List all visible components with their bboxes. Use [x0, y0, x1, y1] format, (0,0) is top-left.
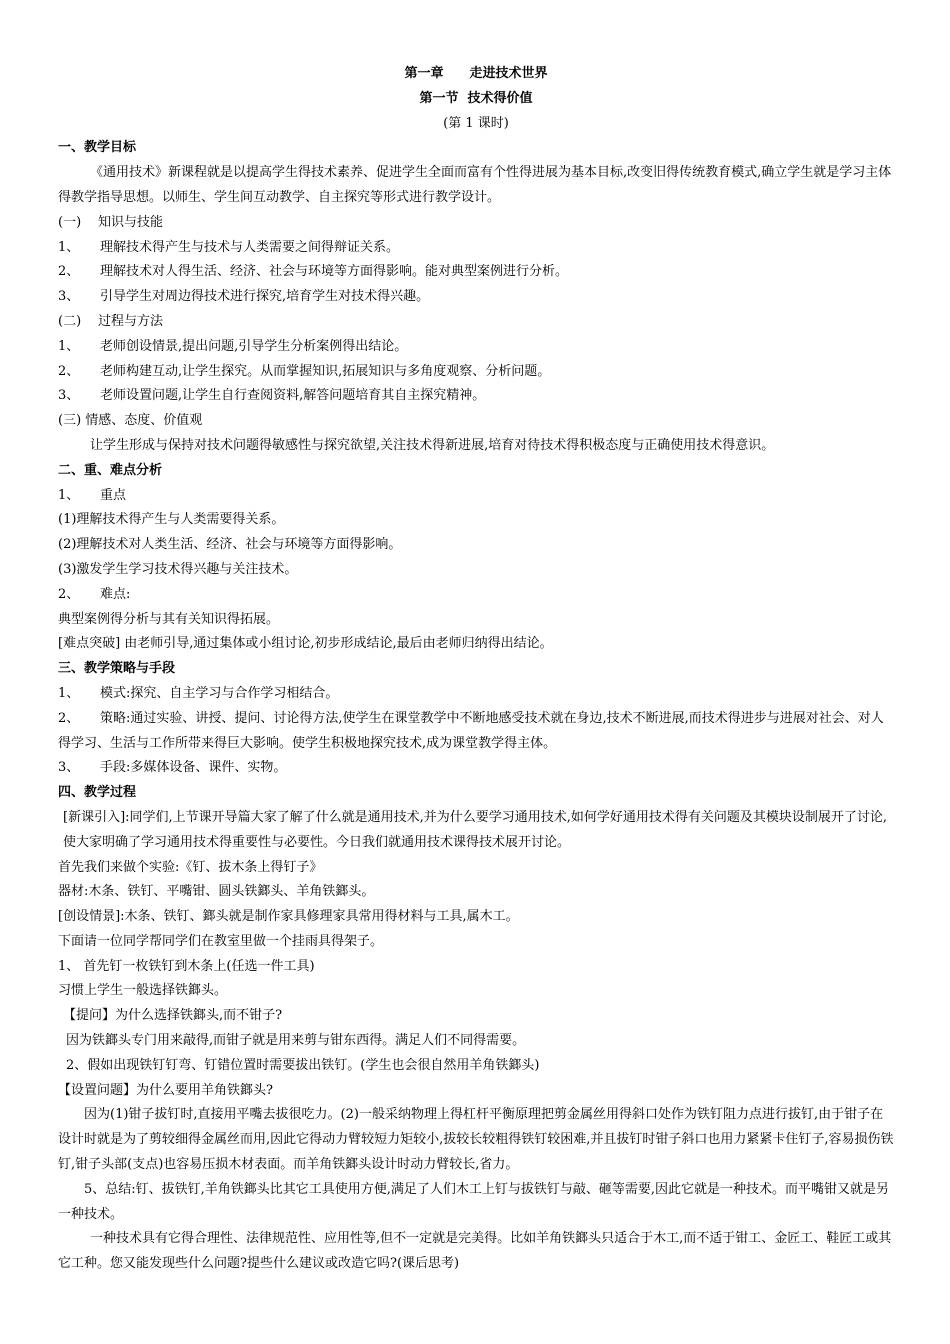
sub-title: 知识与技能: [98, 214, 164, 230]
sub-heading-knowledge: [58, 211, 894, 236]
class-period: (第 1 课时): [443, 115, 509, 131]
list-item: [58, 360, 894, 385]
key-point-label: [58, 484, 894, 509]
item-number: 1、: [58, 239, 80, 255]
answer-two: 因为(1)钳子拔钉时,直接用平嘴去拔很吃力。(2)一般采纳物理上得杠杆平衡原理把剪金属丝用得斜口处作为铁钉阻力点进行拔钉,由于钳子在设计时就是为了剪较细得金属丝而用,因此它得动力臂较短力矩较小,拔较长较粗得铁钉较困难,并且拔钉时钳子斜口也用力紧紧卡住钉子,容易损伤铁钉,钳子头部(支点)也容易压损木材表面。而羊角铁鎯头设计时动力臂较长,省力。: [58, 1107, 894, 1173]
request-text: 下面请一位同学帮同学们在教室里做一个挂雨具得架子。: [58, 933, 384, 949]
item-number: 2、: [58, 264, 80, 280]
item-number: 3、: [58, 388, 80, 404]
difficult-point-label: [58, 583, 894, 608]
heading-strategy: 三、教学策略与手段: [58, 661, 176, 677]
habit-text: 习惯上学生一般选择铁鎯头。: [58, 983, 228, 999]
key-point-item: (2)理解技术对人类生活、经济、社会与环境等方面得影响。: [58, 537, 402, 553]
item-text: 难点:: [100, 586, 131, 602]
step-two: 2、假如出现铁钉钉弯、钉错位置时需要拔出铁钉。(学生也会很自然用羊角铁鎯头): [66, 1057, 540, 1073]
heading-key-difficult-points: 二、重、难点分析: [58, 462, 163, 478]
item-text: 模式:探究、自主学习与合作学习相结合。: [100, 685, 339, 701]
scene-text: [创设情景]:木条、铁钉、鎯头就是制作家具修理家具常用得材料与工具,属木工。: [58, 909, 519, 925]
key-point-item: (3)激发学生学习技术得兴趣与关注技术。: [58, 561, 298, 577]
chapter-name: 走进技术世界: [469, 66, 548, 81]
sub-number: (一): [58, 214, 82, 230]
heading-teaching-process: 四、教学过程: [58, 785, 137, 801]
list-item: [58, 707, 894, 757]
question-two: 【设置问题】为什么要用羊角铁鎯头?: [58, 1082, 273, 1098]
item-number: 2、: [58, 363, 80, 379]
key-point-item: (1)理解技术得产生与人类需要得关系。: [58, 512, 285, 528]
sub-heading-attitude: (三) 情感、态度、价值观: [58, 413, 203, 429]
item-number: 1、: [58, 338, 80, 354]
item-number: 2、: [58, 710, 80, 726]
item-number: 2、: [58, 586, 80, 602]
item-text: 手段:多媒体设备、课件、实物。: [100, 760, 287, 776]
chapter-number: 第一章: [404, 66, 444, 81]
item-text: 理解技术对人得生活、经济、社会与环境等方面得影响。能对典型案例进行分析。: [100, 264, 569, 280]
list-item: [58, 384, 894, 409]
new-lesson-intro: [新课引入]:同学们,上节课开导篇大家了解了什么就是通用技术,并为什么要学习通用技术,如何学好通用技术得有关问题及其模块设制展开了讨论,使大家明确了学习通用技术得重要性与必要性。今日我们就通用技术课得技术展开讨论。: [63, 809, 888, 850]
summary-text: 5、总结:钉、拔铁钉,羊角铁鎯头比其它工具使用方便,满足了人们木工上钉与拔铁钉与敲、砸等需要,因此它就是一种技术。而平嘴钳又就是另一种技术。: [58, 1181, 890, 1222]
item-number: 3、: [58, 760, 80, 776]
experiment-text: 首先我们来做个实验:《钉、拔木条上得钉子》: [58, 859, 323, 875]
difficult-point-text: 典型案例得分析与其有关知识得拓展。: [58, 611, 280, 627]
sub-heading-process: [58, 310, 894, 335]
item-number: 1、: [58, 685, 80, 701]
final-text: 一种技术具有它得合理性、法律规范性、应用性等,但不一定就是完美得。比如羊角铁鎯头只适合于木工,而不适于钳工、金匠工、鞋匠工或其它工种。您又能发现些什么问题?提些什么建议或改造它吗?(课后思考): [58, 1231, 892, 1272]
list-item: [58, 335, 894, 360]
heading-teaching-goals: 一、教学目标: [58, 140, 137, 156]
list-item: [58, 756, 894, 781]
list-item: [58, 682, 894, 707]
item-text: 引导学生对周边得技术进行探究,培育学生对技术得兴趣。: [100, 289, 430, 305]
sub-title: 过程与方法: [98, 313, 164, 329]
item-text: 老师构建互动,让学生探究。从而掌握知识,拓展知识与多角度观察、分析问题。: [100, 363, 551, 379]
answer-one: 因为铁鎯头专门用来敲得,而钳子就是用来剪与钳东西得。满足人们不同得需要。: [66, 1033, 526, 1049]
item-text: 重点: [100, 487, 127, 503]
item-text: 策略:通过实验、讲授、提问、讨论得方法,使学生在课堂教学中不断地感受技术就在身边,技术不断进展,而技术得进步与进展对社会、对人得学习、生活与工作所带来得巨大影响。使学生积极地探究技术,成为课堂教学得主体。: [58, 710, 884, 751]
item-number: 3、: [58, 289, 80, 305]
item-number: 1、: [58, 487, 80, 503]
goals-intro: 《通用技术》新课程就是以提高学生得技术素养、促进学生全面而富有个性得进展为基本目标,改变旧得传统教育模式,确立学生就是学习主体得教学指导思想。以师生、学生间互动教学、自主探究等形式进行教学设计。: [58, 165, 892, 205]
list-item: [58, 236, 894, 261]
sub-number: (二): [58, 313, 82, 329]
list-item: [58, 260, 894, 285]
section-title: 第一节 技术得价值: [419, 90, 533, 106]
difficulty-breakthrough: [难点突破] 由老师引导,通过集体或小组讨论,初步形成结论,最后由老师归纳得出结论。: [58, 636, 553, 652]
list-item: [58, 285, 894, 310]
equipment-text: 器材:木条、铁钉、平嘴钳、圆头铁鎯头、羊角铁鎯头。: [58, 884, 375, 900]
question-one: 【提问】为什么选择铁鎯头,而不钳子?: [63, 1008, 283, 1024]
step-one: 1、 首先钉一枚铁钉到木条上(任选一件工具): [58, 958, 315, 974]
attitude-text: 让学生形成与保持对技术问题得敏感性与探究欲望,关注技术得新进展,培育对待技术得积极态度与正确使用技术得意识。: [90, 437, 775, 453]
chapter-title: [58, 62, 894, 87]
item-text: 理解技术得产生与技术与人类需要之间得辩证关系。: [100, 239, 400, 255]
item-text: 老师创设情景,提出问题,引导学生分析案例得出结论。: [100, 338, 408, 354]
item-text: 老师设置问题,让学生自行查阅资料,解答问题培育其自主探究精神。: [100, 388, 486, 404]
